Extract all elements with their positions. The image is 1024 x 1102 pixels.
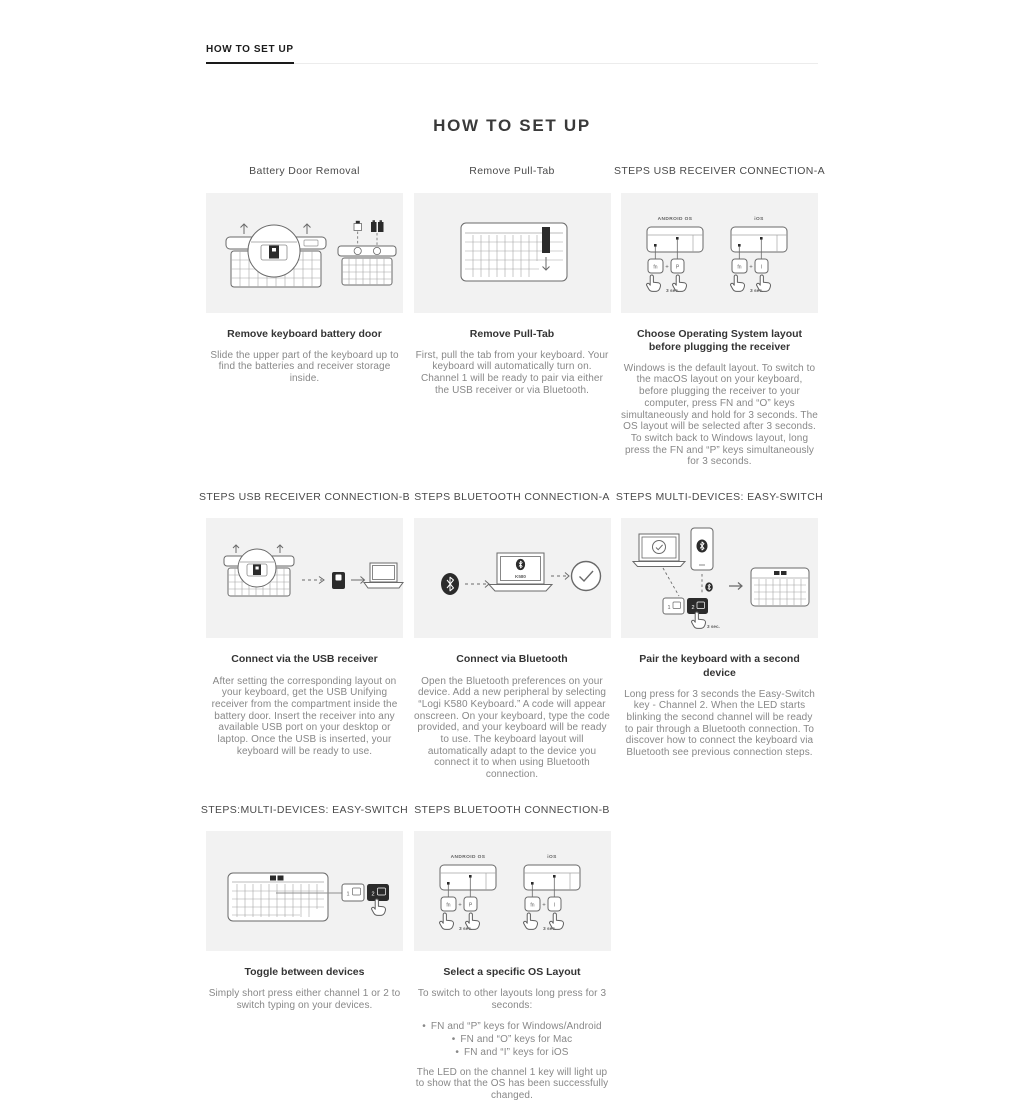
channel-1-label: 1 [346,891,350,898]
toggle-devices-illustration [206,831,403,951]
card-body-text: Slide the upper part of the keyboard up to find the batteries and receiver storage inside. [210,349,399,384]
card-subtitle: Choose Operating System layout before plugging the receiver [636,327,803,353]
card-body-intro: To switch to other layouts long press for 3 seconds: [417,988,607,1012]
card-body-text: After setting the corresponding layout on your keyboard, get the USB Unifying receiver from the compartment inside the battery door. Insert the receiver into any available USB port on your desktop or laptop. Once the USB is inserted, your keyboard will be ready to use. [211,675,398,757]
os-layout-illustration [621,193,818,313]
bluetooth-pairing-icon [414,518,611,638]
card-title: Battery Door Removal [249,165,360,177]
card-title: STEPS:MULTI-DEVICES: EASY-SWITCH [200,803,409,816]
android-os-label: ANDROID OS [657,216,693,222]
list-item [422,1033,601,1046]
card-multi-devices-easy-switch-toggle [200,803,409,1102]
plus-sign: + [749,264,753,270]
card-subtitle: Pair the keyboard with a second device [639,653,800,679]
card-title: Remove Pull-Tab [469,165,555,177]
ios-label: iOS [546,855,557,861]
channel-toggle-icon [206,831,403,951]
card-remove-pull-tab [414,166,611,468]
i-key-label: I [553,902,555,909]
fn-key-label: fn [653,264,658,270]
p-key-label: P [468,902,472,909]
card-title: STEPS MULTI-DEVICES: EASY-SWITCH [615,490,824,503]
card-title: STEPS BLUETOOTH CONNECTION-B [414,803,610,816]
list-item-text: FN and “P” keys for Windows/Android [430,1020,602,1032]
card-bluetooth-connection-a [414,492,611,781]
fn-key-label: fn [529,902,535,909]
card-subtitle: Toggle between devices [244,966,365,979]
three-sec-label: 3 sec. [750,288,764,294]
ios-label: iOS [754,216,764,222]
list-item-text: FN and “O” keys for Mac [460,1033,573,1045]
card-subtitle: Remove Pull-Tab [469,327,555,340]
card-usb-receiver-connection-b [199,490,410,781]
card-subtitle: Remove keyboard battery door [227,327,382,340]
battery-door-removal-illustration [206,193,403,313]
list-item [422,1046,601,1059]
easy-switch-pairing-icon [621,518,818,638]
card-usb-receiver-connection-a [614,165,825,468]
card-title: STEPS USB RECEIVER CONNECTION-A [614,165,825,177]
keyboard-pull-tab-icon [414,193,611,313]
android-os-label: ANDROID OS [450,855,485,861]
plus-sign: + [457,902,462,909]
card-subtitle: Select a specific OS Layout [443,966,581,979]
i-key-label: I [760,264,763,270]
channel-2-label: 2 [371,891,375,898]
bullet-dot: • [451,1033,456,1045]
list-item-text: FN and “I” keys for iOS [464,1046,569,1058]
check-circle-icon [571,562,600,591]
k580-label: K580 [514,574,526,580]
pull-tab-illustration [414,193,611,313]
three-sec-label: 3 sec. [542,927,556,933]
card-title: STEPS USB RECEIVER CONNECTION-B [199,490,410,503]
bluetooth-connect-illustration [414,518,611,638]
card-title: STEPS BLUETOOTH CONNECTION-A [414,490,610,503]
os-layout-keys-icon [621,193,818,313]
card-body-text: Simply short press either channel 1 or 2 to switch typing on your devices. [208,988,401,1012]
os-shortcut-list [422,1020,601,1059]
bullet-dot: • [422,1020,426,1032]
os-layout-keys-icon [414,831,611,951]
os-layout-illustration [414,831,611,951]
card-multi-devices-easy-switch-pair [615,490,824,781]
three-sec-label: 3 sec. [458,927,472,933]
three-sec-label: 3 sec. [666,288,680,294]
tab-bar [206,39,818,64]
card-body-text: Open the Bluetooth preferences on your device. Add a new peripheral by selecting “Logi K580 Keyboard.” A code will appear onscreen. On your keyboard, type the code provided, and your keyboard will be ready to use. The keyboard layout will automatically adapt to the device you connect it to when using Bluetooth connection. [414,675,610,781]
card-subtitle: Connect via Bluetooth [456,653,568,666]
card-body-text: First, pull the tab from your keyboard. Your keyboard will automatically turn on. Channel 1 will be ready to pair via either the USB receiver or via Bluetooth. [415,349,609,396]
p-key-label: P [675,264,680,270]
page-title: HOW TO SET UP [433,116,591,135]
usb-receiver-to-laptop-icon [206,518,403,638]
plus-sign: + [541,902,546,909]
channel-2-label: 2 [691,605,695,612]
three-sec-label: 3 sec. [707,624,720,630]
pair-second-device-illustration [621,518,818,638]
setup-cards-grid [199,165,825,1102]
tab-how-to-set-up[interactable]: HOW TO SET UP [206,44,294,64]
card-body-outro: The LED on the channel 1 key will light up to show that the OS has been successfully changed. [415,1066,609,1102]
card-body-text: Long press for 3 seconds the Easy-Switch key - Channel 2. When the LED starts blinking the second channel will be ready to pair through a Bluetooth connection. To discover how to connect the keyboard via Bluetooth see previous connection steps. [624,688,815,759]
channel-1-label: 1 [667,605,671,612]
card-body-text: Windows is the default layout. To switch to the macOS layout on your keyboard, before plugging the receiver to your computer, press FN and “O” keys simultaneously and hold for 3 seconds. The OS layout will be selected after 3 seconds. To switch back to Windows layout, long press the FN and “P” keys simultaneously for 3 seconds. [621,362,818,468]
card-bluetooth-connection-b [414,805,611,1102]
card-subtitle: Connect via the USB receiver [231,653,378,666]
fn-key-label: fn [737,264,742,270]
plus-sign: + [665,264,669,270]
card-battery-door-removal [206,166,403,468]
bullet-dot: • [455,1046,460,1058]
fn-key-label: fn [445,902,451,909]
usb-receiver-connect-illustration [206,518,403,638]
keyboard-battery-door-icon [206,193,403,313]
list-item [422,1020,601,1033]
